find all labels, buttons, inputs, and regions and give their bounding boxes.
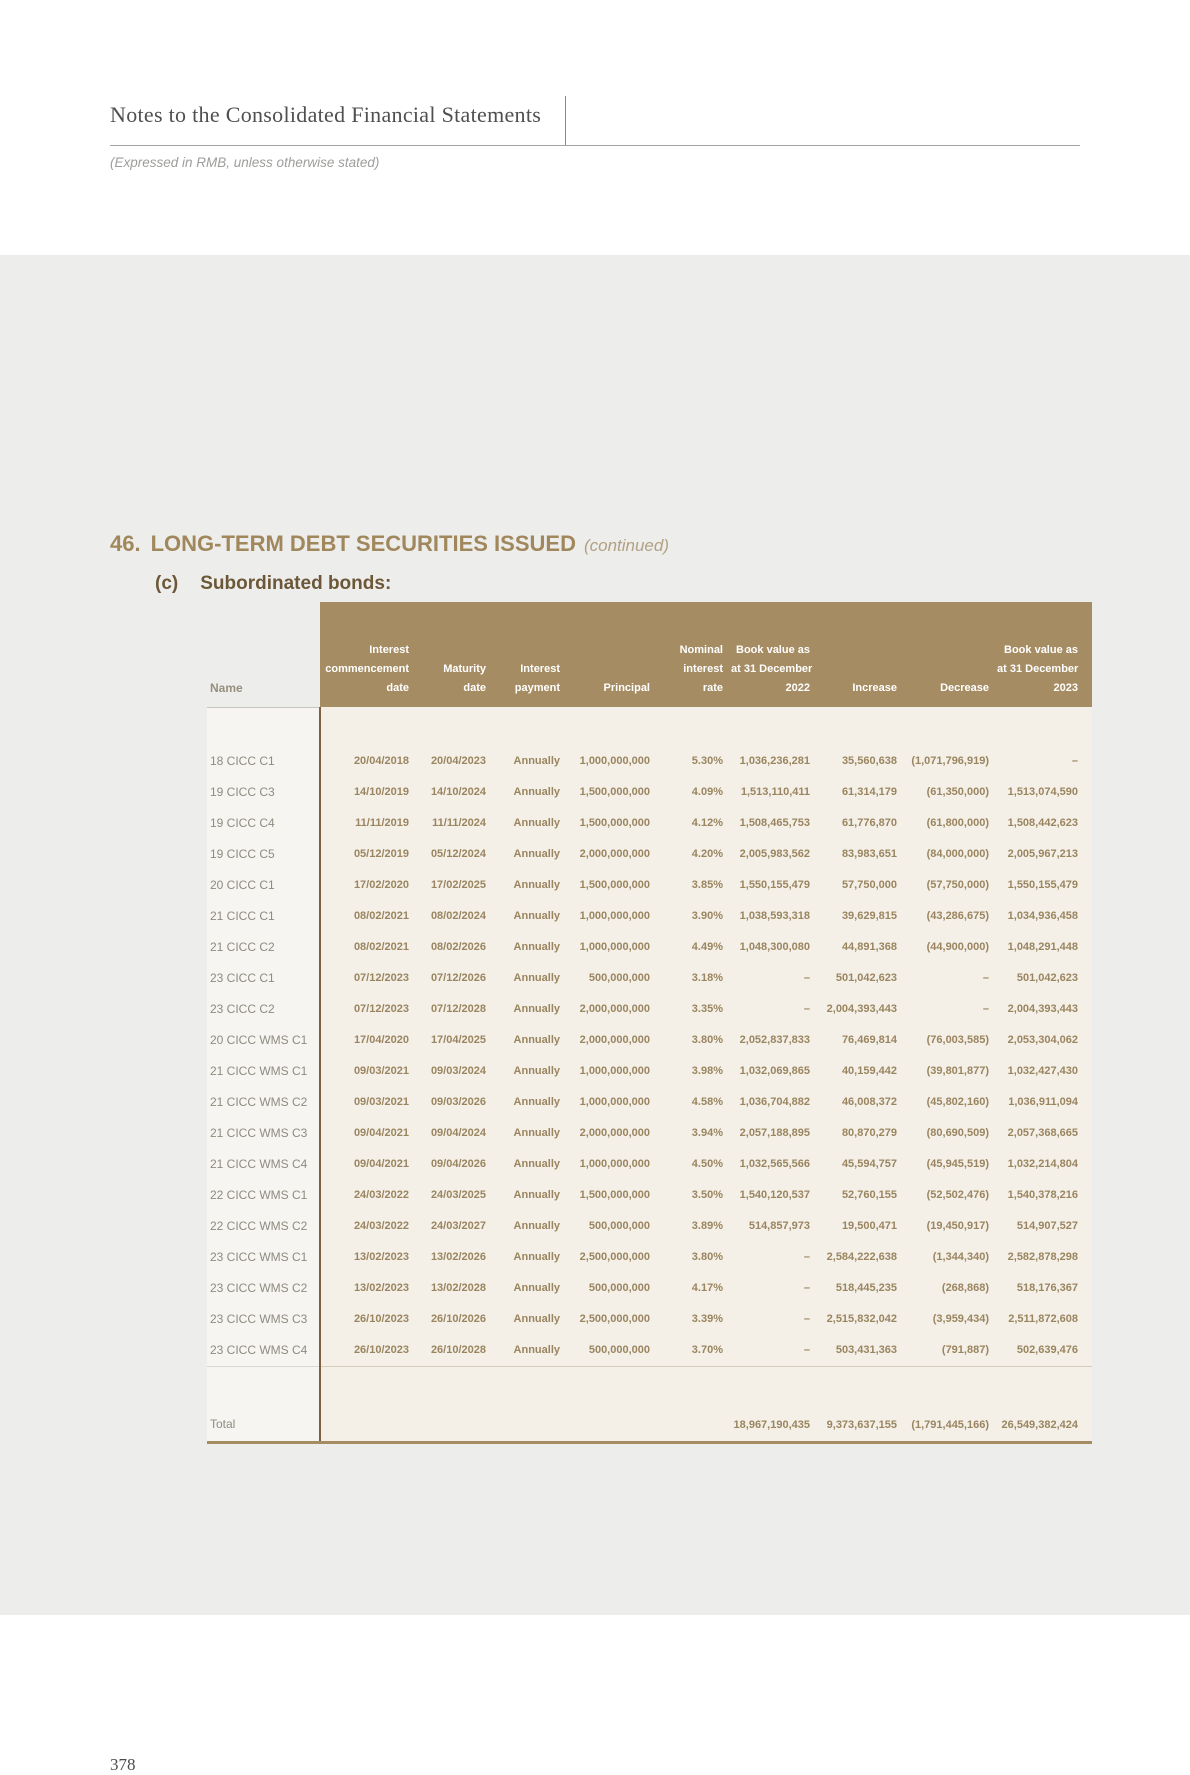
table-cell: 26/10/2026 xyxy=(417,1304,494,1335)
bond-name-cell: 22 CICC WMS C1 xyxy=(207,1180,320,1211)
table-cell: 1,513,110,411 xyxy=(731,777,818,808)
table-cell: 502,639,476 xyxy=(997,1335,1092,1367)
table-cell: 518,176,367 xyxy=(997,1273,1092,1304)
table-cell: 09/03/2021 xyxy=(320,1087,417,1118)
document-title: Notes to the Consolidated Financial Statements xyxy=(110,102,542,127)
bond-name-cell: 21 CICC C1 xyxy=(207,901,320,932)
table-cell: 83,983,651 xyxy=(818,839,905,870)
table-cell: 05/12/2019 xyxy=(320,839,417,870)
total-value-cell: 18,967,190,435 xyxy=(731,1366,818,1442)
section-number: 46. xyxy=(110,531,141,556)
table-cell: – xyxy=(731,1304,818,1335)
column-header-2: Maturity date xyxy=(417,602,494,707)
total-value-cell xyxy=(320,1366,417,1442)
page-header-band xyxy=(0,0,1190,255)
bond-name-cell: 18 CICC C1 xyxy=(207,746,320,777)
spacer-cell xyxy=(658,707,731,746)
table-cell: Annually xyxy=(494,1056,568,1087)
table-cell: 1,550,155,479 xyxy=(731,870,818,901)
table-cell: 24/03/2025 xyxy=(417,1180,494,1211)
bond-name-cell: 23 CICC C1 xyxy=(207,963,320,994)
total-row xyxy=(207,1366,1092,1442)
table-cell: 11/11/2019 xyxy=(320,808,417,839)
table-cell: Annually xyxy=(494,994,568,1025)
table-cell: 1,034,936,458 xyxy=(997,901,1092,932)
column-header-7: Increase xyxy=(818,602,905,707)
table-cell: 1,000,000,000 xyxy=(568,901,658,932)
table-cell: 3.35% xyxy=(658,994,731,1025)
bond-name-cell: 21 CICC C2 xyxy=(207,932,320,963)
table-cell: 39,629,815 xyxy=(818,901,905,932)
table-cell: 09/04/2021 xyxy=(320,1118,417,1149)
bond-name-cell: 19 CICC C4 xyxy=(207,808,320,839)
table-cell: (1,071,796,919) xyxy=(905,746,997,777)
table-cell: 14/10/2024 xyxy=(417,777,494,808)
table-cell: Annually xyxy=(494,1304,568,1335)
total-value-cell: 26,549,382,424 xyxy=(997,1366,1092,1442)
bond-name-cell: 20 CICC WMS C1 xyxy=(207,1025,320,1056)
table-cell: (84,000,000) xyxy=(905,839,997,870)
table-cell: 17/04/2020 xyxy=(320,1025,417,1056)
table-cell: 09/03/2024 xyxy=(417,1056,494,1087)
table-cell: Annually xyxy=(494,1118,568,1149)
table-cell: 503,431,363 xyxy=(818,1335,905,1367)
table-cell: 2,057,368,665 xyxy=(997,1118,1092,1149)
table-row xyxy=(207,1025,1092,1056)
table-cell: 1,038,593,318 xyxy=(731,901,818,932)
table-cell: Annually xyxy=(494,901,568,932)
total-value-cell xyxy=(658,1366,731,1442)
table-cell: 09/03/2026 xyxy=(417,1087,494,1118)
table-cell: Annually xyxy=(494,808,568,839)
spacer-cell xyxy=(905,707,997,746)
table-cell: 1,500,000,000 xyxy=(568,808,658,839)
table-row xyxy=(207,1056,1092,1087)
table-cell: 57,750,000 xyxy=(818,870,905,901)
table-cell: Annually xyxy=(494,870,568,901)
table-cell: 2,584,222,638 xyxy=(818,1242,905,1273)
table-cell: 1,500,000,000 xyxy=(568,870,658,901)
bond-name-cell: 21 CICC WMS C1 xyxy=(207,1056,320,1087)
table-cell: 17/02/2020 xyxy=(320,870,417,901)
table-cell: 2,004,393,443 xyxy=(997,994,1092,1025)
table-cell: 1,000,000,000 xyxy=(568,932,658,963)
column-header-3: Interest payment xyxy=(494,602,568,707)
table-cell: 4.09% xyxy=(658,777,731,808)
table-cell: 1,500,000,000 xyxy=(568,1180,658,1211)
table-cell: 26/10/2023 xyxy=(320,1335,417,1367)
table-cell: 44,891,368 xyxy=(818,932,905,963)
table-cell: 1,500,000,000 xyxy=(568,777,658,808)
table-cell: 2,515,832,042 xyxy=(818,1304,905,1335)
table-cell: 3.18% xyxy=(658,963,731,994)
table-cell: 09/04/2021 xyxy=(320,1149,417,1180)
spacer-cell xyxy=(494,707,568,746)
table-cell: 07/12/2026 xyxy=(417,963,494,994)
table-cell: 4.58% xyxy=(658,1087,731,1118)
table-row xyxy=(207,932,1092,963)
table-cell: 20/04/2018 xyxy=(320,746,417,777)
content-band xyxy=(0,255,1190,1774)
table-row xyxy=(207,963,1092,994)
table-cell: 08/02/2021 xyxy=(320,932,417,963)
bond-name-cell: 20 CICC C1 xyxy=(207,870,320,901)
table-cell: 26/10/2028 xyxy=(417,1335,494,1367)
table-cell: 35,560,638 xyxy=(818,746,905,777)
table-cell: 1,000,000,000 xyxy=(568,1056,658,1087)
table-cell: 4.20% xyxy=(658,839,731,870)
section-continued: (continued) xyxy=(583,536,670,555)
bond-name-cell: 23 CICC C2 xyxy=(207,994,320,1025)
table-cell: (44,900,000) xyxy=(905,932,997,963)
table-row xyxy=(207,1149,1092,1180)
table-cell: Annually xyxy=(494,1025,568,1056)
table-cell: 08/02/2021 xyxy=(320,901,417,932)
table-cell: 2,511,872,608 xyxy=(997,1304,1092,1335)
table-cell: 501,042,623 xyxy=(997,963,1092,994)
table-cell: 61,776,870 xyxy=(818,808,905,839)
table-cell: 2,053,304,062 xyxy=(997,1025,1092,1056)
subsection-heading xyxy=(155,573,391,595)
table-row xyxy=(207,808,1092,839)
table-cell: 1,508,465,753 xyxy=(731,808,818,839)
table-cell: 17/02/2025 xyxy=(417,870,494,901)
table-cell: 46,008,372 xyxy=(818,1087,905,1118)
bond-name-cell: 22 CICC WMS C2 xyxy=(207,1211,320,1242)
column-header-9: Book value as at 31 December 2023 xyxy=(997,602,1092,707)
table-cell: – xyxy=(731,1273,818,1304)
table-cell: 2,582,878,298 xyxy=(997,1242,1092,1273)
table-cell: (57,750,000) xyxy=(905,870,997,901)
table-cell: 07/12/2028 xyxy=(417,994,494,1025)
column-header-5: Nominal interest rate xyxy=(658,602,731,707)
total-value-cell: (1,791,445,166) xyxy=(905,1366,997,1442)
table-cell: (52,502,476) xyxy=(905,1180,997,1211)
table-row xyxy=(207,1273,1092,1304)
table-cell: (43,286,675) xyxy=(905,901,997,932)
column-header-4: Principal xyxy=(568,602,658,707)
table-cell: Annually xyxy=(494,1211,568,1242)
table-cell: 3.90% xyxy=(658,901,731,932)
subordinated-bonds-table-wrap xyxy=(207,602,1092,1444)
total-value-cell xyxy=(417,1366,494,1442)
table-cell: – xyxy=(731,1335,818,1367)
table-cell: 500,000,000 xyxy=(568,1211,658,1242)
table-cell: 09/04/2024 xyxy=(417,1118,494,1149)
table-cell: 14/10/2019 xyxy=(320,777,417,808)
table-cell: Annually xyxy=(494,1149,568,1180)
table-cell: – xyxy=(905,994,997,1025)
table-row xyxy=(207,1118,1092,1149)
table-cell: (76,003,585) xyxy=(905,1025,997,1056)
table-cell: (80,690,509) xyxy=(905,1118,997,1149)
table-cell: 3.39% xyxy=(658,1304,731,1335)
table-cell: 13/02/2023 xyxy=(320,1242,417,1273)
total-value-cell: 9,373,637,155 xyxy=(818,1366,905,1442)
table-row xyxy=(207,1304,1092,1335)
table-cell: 2,000,000,000 xyxy=(568,994,658,1025)
table-cell: 1,000,000,000 xyxy=(568,1149,658,1180)
table-cell: 3.50% xyxy=(658,1180,731,1211)
table-cell: 07/12/2023 xyxy=(320,963,417,994)
table-cell: – xyxy=(731,963,818,994)
table-cell: 52,760,155 xyxy=(818,1180,905,1211)
spacer-cell xyxy=(818,707,905,746)
table-cell: 13/02/2023 xyxy=(320,1273,417,1304)
subsection-title: Subordinated bonds: xyxy=(200,573,392,594)
table-cell: 09/04/2026 xyxy=(417,1149,494,1180)
header-vertical-divider xyxy=(565,96,566,146)
table-cell: 61,314,179 xyxy=(818,777,905,808)
table-row xyxy=(207,777,1092,808)
table-cell: – xyxy=(905,963,997,994)
table-cell: 13/02/2026 xyxy=(417,1242,494,1273)
table-cell: 2,000,000,000 xyxy=(568,839,658,870)
table-row xyxy=(207,1242,1092,1273)
total-value-cell xyxy=(568,1366,658,1442)
table-cell: 518,445,235 xyxy=(818,1273,905,1304)
table-header-row xyxy=(207,602,1092,707)
bond-name-cell: 19 CICC C5 xyxy=(207,839,320,870)
table-cell: Annually xyxy=(494,1335,568,1367)
table-cell: 13/02/2028 xyxy=(417,1273,494,1304)
bond-name-cell: 21 CICC WMS C3 xyxy=(207,1118,320,1149)
table-cell: 500,000,000 xyxy=(568,1273,658,1304)
table-cell: Annually xyxy=(494,963,568,994)
table-cell: 2,500,000,000 xyxy=(568,1304,658,1335)
table-row xyxy=(207,1211,1092,1242)
table-cell: Annually xyxy=(494,1180,568,1211)
total-label-cell: Total xyxy=(207,1366,320,1442)
table-cell: 500,000,000 xyxy=(568,963,658,994)
table-cell: (61,350,000) xyxy=(905,777,997,808)
table-cell: 1,000,000,000 xyxy=(568,746,658,777)
table-cell: 1,550,155,479 xyxy=(997,870,1092,901)
table-row xyxy=(207,746,1092,777)
table-cell: 4.12% xyxy=(658,808,731,839)
table-cell: 2,052,837,833 xyxy=(731,1025,818,1056)
table-cell: 80,870,279 xyxy=(818,1118,905,1149)
table-cell: 514,907,527 xyxy=(997,1211,1092,1242)
table-cell: (791,887) xyxy=(905,1335,997,1367)
spacer-cell xyxy=(568,707,658,746)
section-title: LONG-TERM DEBT SECURITIES ISSUED xyxy=(150,531,576,556)
table-cell: Annually xyxy=(494,1087,568,1118)
table-row xyxy=(207,839,1092,870)
bond-name-cell: 21 CICC WMS C2 xyxy=(207,1087,320,1118)
table-cell: – xyxy=(731,994,818,1025)
spacer-row xyxy=(207,707,1092,746)
column-header-8: Decrease xyxy=(905,602,997,707)
table-cell: 08/02/2024 xyxy=(417,901,494,932)
page-number: 378 xyxy=(110,1755,136,1774)
total-value-cell xyxy=(494,1366,568,1442)
table-cell: – xyxy=(731,1242,818,1273)
table-row xyxy=(207,1335,1092,1367)
table-cell: 40,159,442 xyxy=(818,1056,905,1087)
table-cell: 24/03/2022 xyxy=(320,1180,417,1211)
table-cell: 1,540,378,216 xyxy=(997,1180,1092,1211)
table-cell: (19,450,917) xyxy=(905,1211,997,1242)
table-cell: 1,048,291,448 xyxy=(997,932,1092,963)
table-cell: 2,000,000,000 xyxy=(568,1025,658,1056)
spacer-cell xyxy=(731,707,818,746)
table-row xyxy=(207,1087,1092,1118)
table-row xyxy=(207,901,1092,932)
table-cell: 1,048,300,080 xyxy=(731,932,818,963)
table-cell: (268,868) xyxy=(905,1273,997,1304)
table-cell: 1,000,000,000 xyxy=(568,1087,658,1118)
table-cell: (3,959,434) xyxy=(905,1304,997,1335)
table-cell: 2,005,983,562 xyxy=(731,839,818,870)
table-cell: 07/12/2023 xyxy=(320,994,417,1025)
table-cell: 2,004,393,443 xyxy=(818,994,905,1025)
document-subtitle: (Expressed in RMB, unless otherwise stated) xyxy=(110,155,380,170)
table-cell: 4.49% xyxy=(658,932,731,963)
table-cell: 08/02/2026 xyxy=(417,932,494,963)
table-cell: Annually xyxy=(494,839,568,870)
table-cell: (61,800,000) xyxy=(905,808,997,839)
bond-name-cell: 23 CICC WMS C4 xyxy=(207,1335,320,1367)
table-cell: Annually xyxy=(494,746,568,777)
bond-name-cell: 23 CICC WMS C3 xyxy=(207,1304,320,1335)
bond-name-cell: 21 CICC WMS C4 xyxy=(207,1149,320,1180)
table-row xyxy=(207,870,1092,901)
table-cell: 500,000,000 xyxy=(568,1335,658,1367)
table-cell: 19,500,471 xyxy=(818,1211,905,1242)
table-cell: 2,000,000,000 xyxy=(568,1118,658,1149)
table-cell: 45,594,757 xyxy=(818,1149,905,1180)
table-cell: 3.85% xyxy=(658,870,731,901)
table-cell: 2,500,000,000 xyxy=(568,1242,658,1273)
table-cell: 514,857,973 xyxy=(731,1211,818,1242)
table-cell: 1,032,214,804 xyxy=(997,1149,1092,1180)
table-cell: 24/03/2022 xyxy=(320,1211,417,1242)
table-cell: 05/12/2024 xyxy=(417,839,494,870)
table-cell: 4.17% xyxy=(658,1273,731,1304)
table-cell: 1,540,120,537 xyxy=(731,1180,818,1211)
bond-name-cell: 23 CICC WMS C2 xyxy=(207,1273,320,1304)
table-cell: 1,036,911,094 xyxy=(997,1087,1092,1118)
table-cell: 3.94% xyxy=(658,1118,731,1149)
table-cell: 26/10/2023 xyxy=(320,1304,417,1335)
table-cell: 11/11/2024 xyxy=(417,808,494,839)
table-cell: 1,036,704,882 xyxy=(731,1087,818,1118)
table-cell: 2,057,188,895 xyxy=(731,1118,818,1149)
table-cell: Annually xyxy=(494,777,568,808)
table-cell: – xyxy=(997,746,1092,777)
table-cell: Annually xyxy=(494,932,568,963)
column-header-name: Name xyxy=(207,602,320,707)
subsection-label: (c) xyxy=(155,573,179,594)
bond-name-cell: 19 CICC C3 xyxy=(207,777,320,808)
table-cell: 1,032,565,566 xyxy=(731,1149,818,1180)
subordinated-bonds-table xyxy=(207,602,1092,1444)
bond-name-cell: 23 CICC WMS C1 xyxy=(207,1242,320,1273)
table-cell: 3.89% xyxy=(658,1211,731,1242)
spacer-cell xyxy=(320,707,417,746)
table-cell: Annually xyxy=(494,1273,568,1304)
table-cell: 1,036,236,281 xyxy=(731,746,818,777)
table-cell: 24/03/2027 xyxy=(417,1211,494,1242)
table-cell: (39,801,877) xyxy=(905,1056,997,1087)
table-cell: 17/04/2025 xyxy=(417,1025,494,1056)
table-cell: 3.80% xyxy=(658,1025,731,1056)
table-cell: 1,513,074,590 xyxy=(997,777,1092,808)
table-cell: (1,344,340) xyxy=(905,1242,997,1273)
table-cell: 1,032,427,430 xyxy=(997,1056,1092,1087)
spacer-cell xyxy=(997,707,1092,746)
column-header-6: Book value as at 31 December 2022 xyxy=(731,602,818,707)
header-rule xyxy=(110,145,1080,146)
table-cell: 1,032,069,865 xyxy=(731,1056,818,1087)
table-cell: 1,508,442,623 xyxy=(997,808,1092,839)
table-row xyxy=(207,994,1092,1025)
table-cell: 5.30% xyxy=(658,746,731,777)
table-cell: 3.80% xyxy=(658,1242,731,1273)
table-cell: 2,005,967,213 xyxy=(997,839,1092,870)
table-cell: (45,945,519) xyxy=(905,1149,997,1180)
column-header-1: Interest commencement date xyxy=(320,602,417,707)
table-row xyxy=(207,1180,1092,1211)
table-cell: 20/04/2023 xyxy=(417,746,494,777)
table-cell: Annually xyxy=(494,1242,568,1273)
table-cell: 76,469,814 xyxy=(818,1025,905,1056)
table-cell: 3.70% xyxy=(658,1335,731,1367)
table-cell: 501,042,623 xyxy=(818,963,905,994)
table-cell: 09/03/2021 xyxy=(320,1056,417,1087)
table-cell: (45,802,160) xyxy=(905,1087,997,1118)
section-heading xyxy=(110,531,669,557)
spacer-name-cell xyxy=(207,707,320,746)
table-cell: 3.98% xyxy=(658,1056,731,1087)
table-cell: 4.50% xyxy=(658,1149,731,1180)
spacer-cell xyxy=(417,707,494,746)
